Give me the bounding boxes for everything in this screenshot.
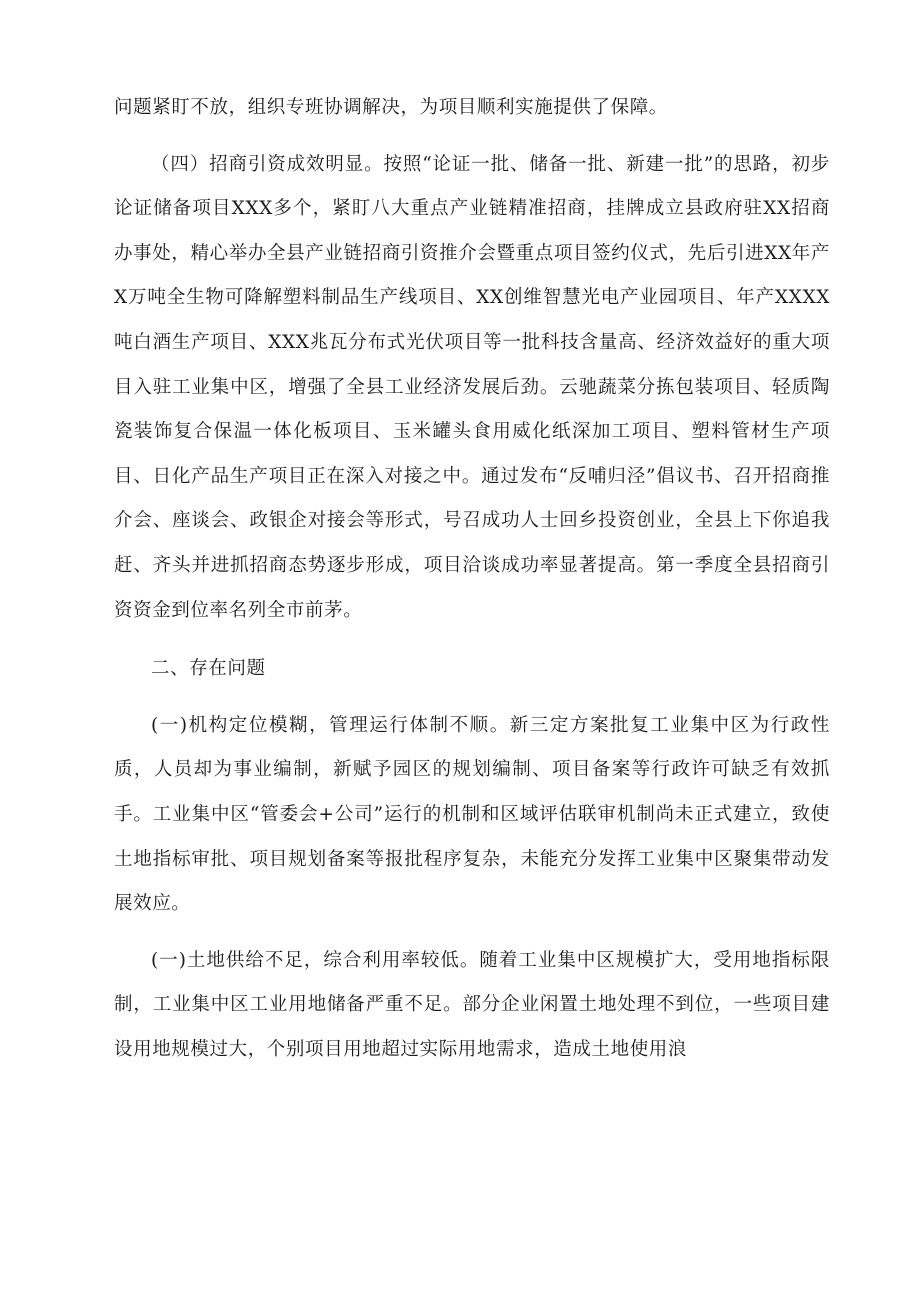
document-page [114,86,830,1072]
paragraph-land-problem: (一)土地供给不足，综合利用率较低。随着工业集中区规模扩大，受用地指标限制，工业集中区工业用地储备严重不足。部分企业闲置土地处理不到位，一些项目建设用地规模过大，个别项目用地超过实际用地需求，造成土地使用浪 [114,949,830,1060]
paragraph-institution-problem: (一)机构定位模糊，管理运行体制不顺。新三定方案批复工业集中区为行政性质，人员却为事业编制，新赋予园区的规划编制、项目备案等行政许可缺乏有效抓手。工业集中区“管委会+公司”运行的机制和区域评估联审机制尚未正式建立，致使土地指标审批、项目规划备案等报批程序复杂，未能充分发挥工业集中区聚集带动发展效应。 [114,714,830,915]
paragraph-investment-results: （四）招商引资成效明显。按照“论证一批、储备一批、新建一批”的思路，初步论证储备项目XXX多个，紧盯八大重点产业链精准招商，挂牌成立县政府驻XX招商办事处，精心举办全县产业链招商引资推介会暨重点项目签约仪式，先后引进XX年产X万吨全生物可降解塑料制品生产线项目、XX创维智慧光电产业园项目、年产XXXX吨白酒生产项目、XXX兆瓦分布式光伏项目等一批科技含量高、经济效益好的重大项目入驻工业集中区，增强了全县工业经济发展后劲。云驰蔬菜分拣包装项目、轻质陶瓷装饰复合保温一体化板项目、玉米罐头食用威化纸深加工项目、塑料管材生产项目、日化产品生产项目正在深入对接之中。通过发布“反哺归泾”倡议书、召开招商推介会、座谈会、政银企对接会等形式，号召成功人士回乡投资创业，全县上下你追我赶、齐头并进抓招商态势逐步形成，项目洽谈成功率显著提高。第一季度全县招商引资资金到位率名列全市前茅。 [114,153,830,621]
section-heading-problems: 二、存在问题 [151,658,266,680]
paragraph-continued: 问题紧盯不放，组织专班协调解决，为项目顺利实施提供了保障。 [114,97,668,118]
